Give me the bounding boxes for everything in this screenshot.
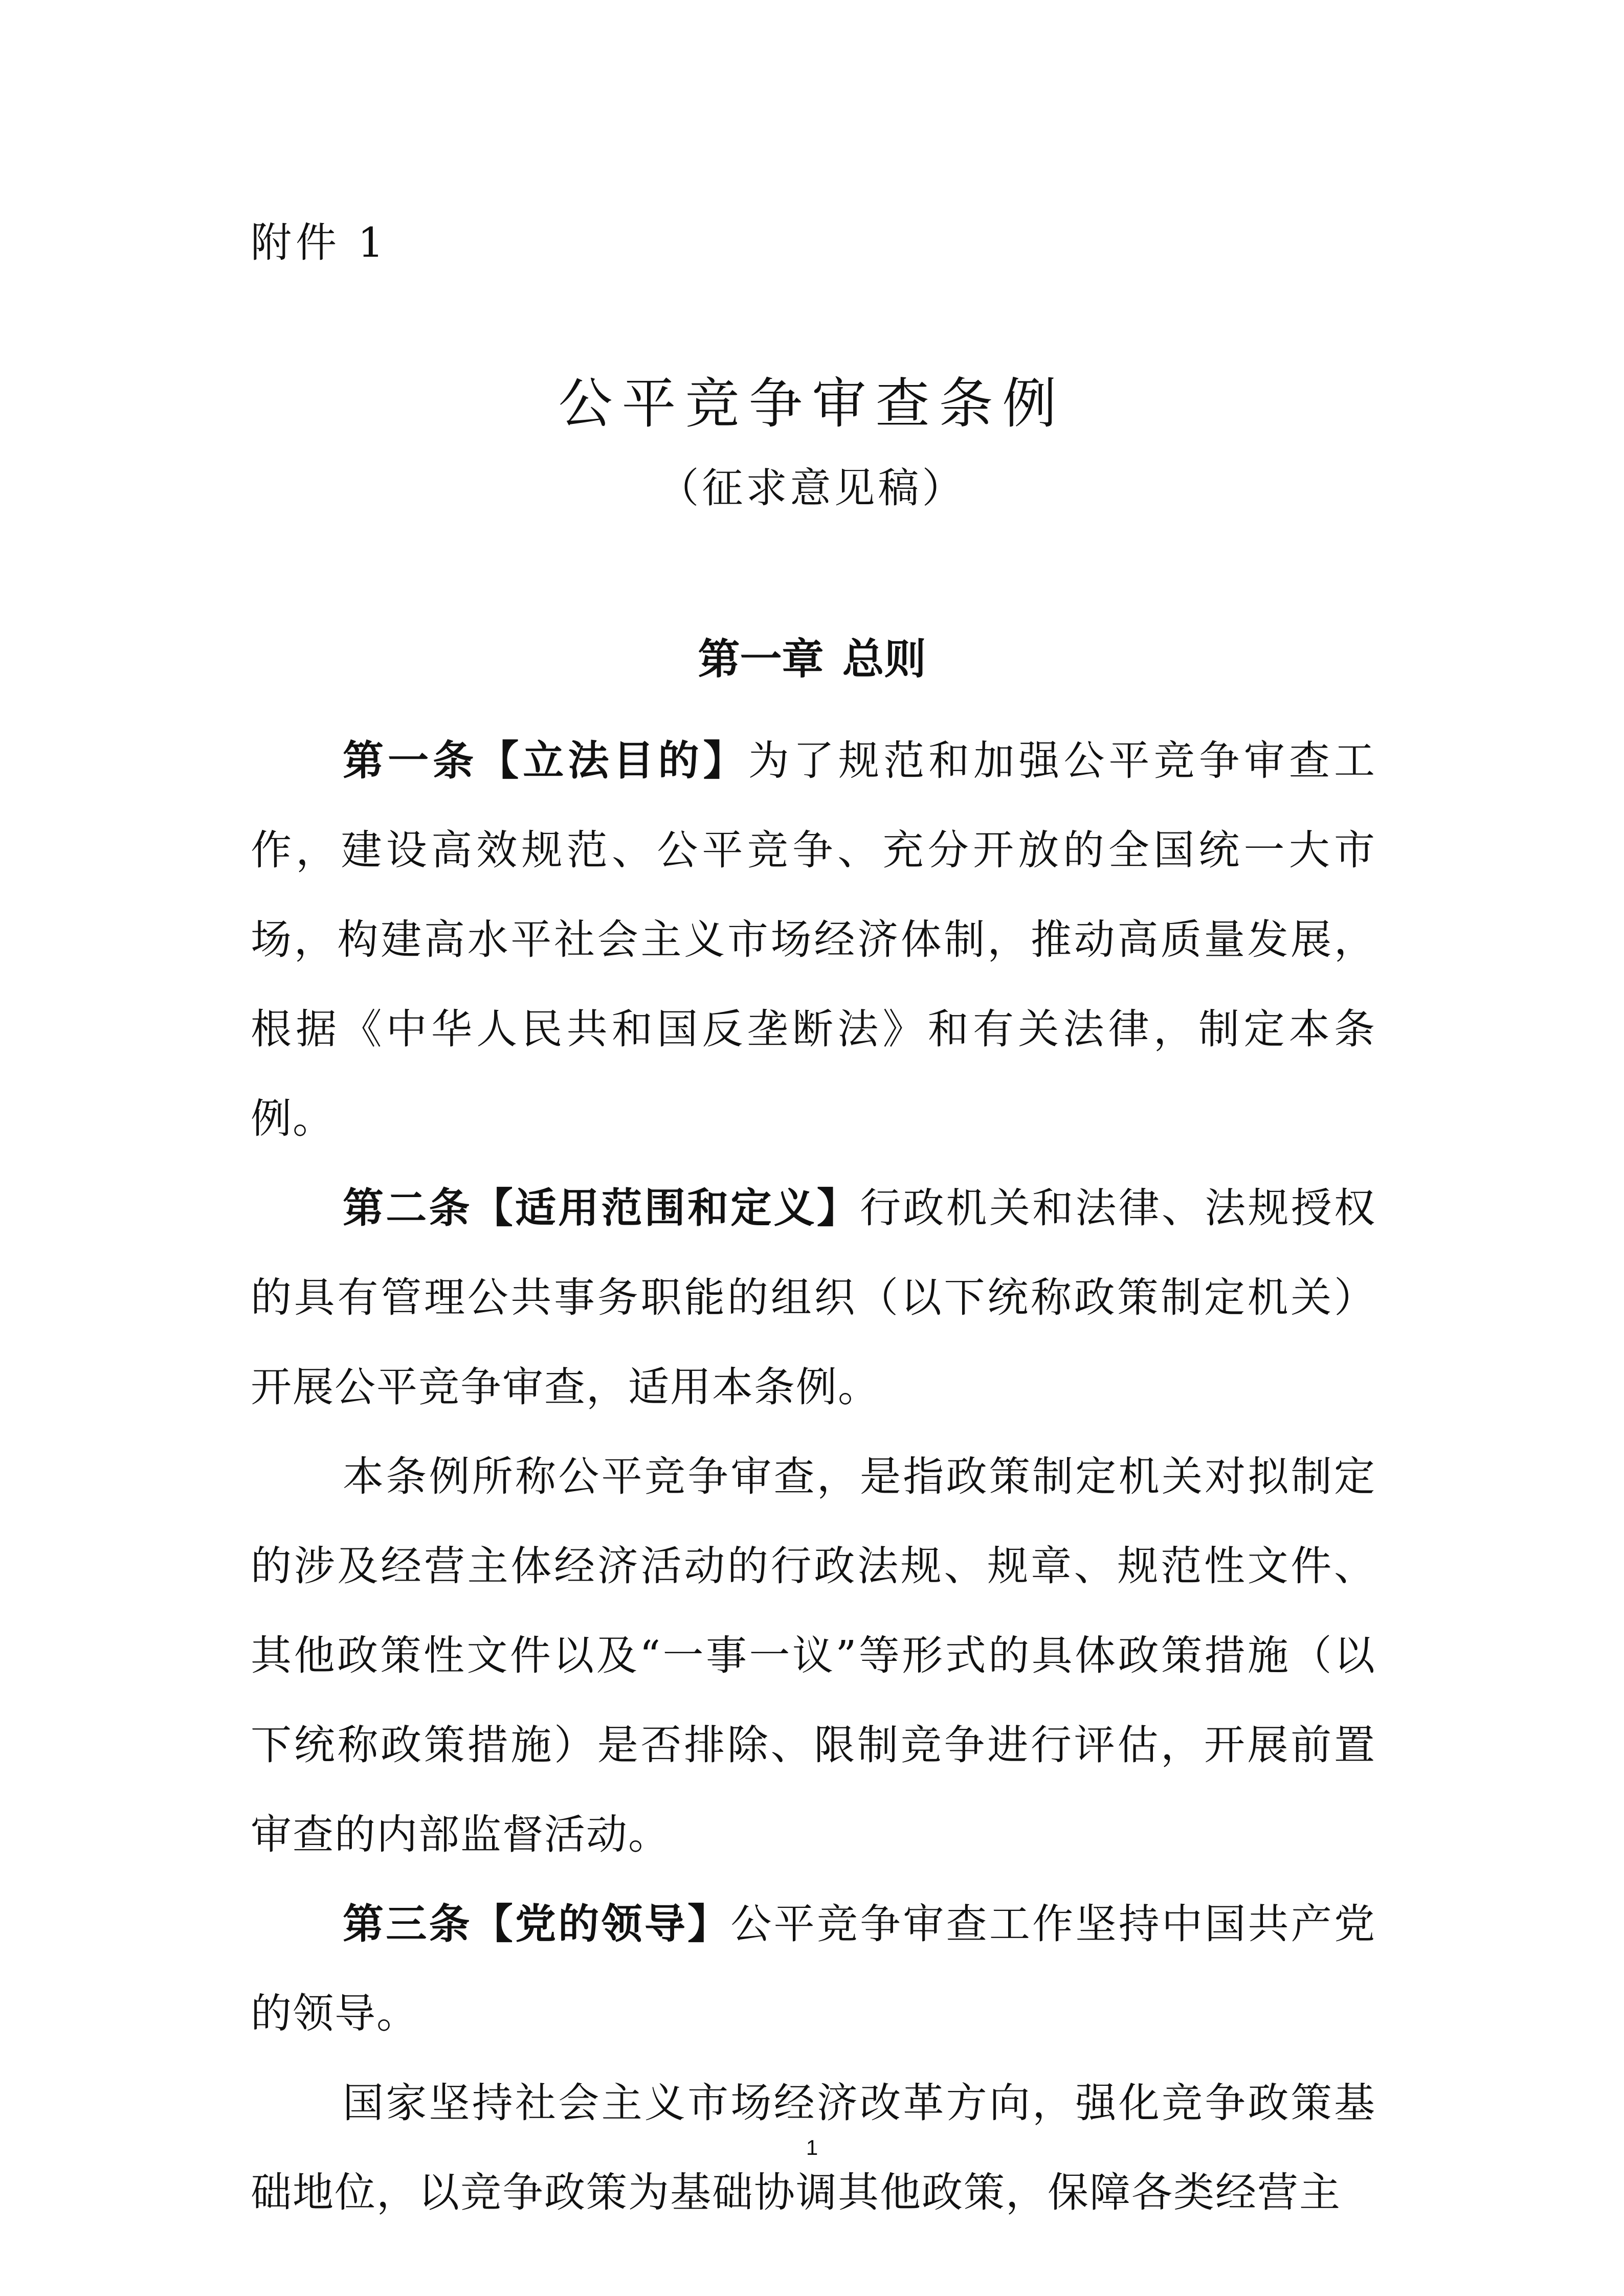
document-subtitle: （征求意见稿）	[658, 464, 966, 512]
paragraph-text: 国家坚持社会主义市场经济改革方向，强化竞争政策基础地位，以竞争政策为基础协调其他政策，保障各类经营主	[251, 2079, 1376, 2216]
article-heading: 第一条【立法目的】	[343, 737, 748, 784]
document-body	[251, 716, 1376, 2237]
article-paragraph	[251, 1163, 1376, 1432]
article-heading: 第三条【党的领导】	[343, 1900, 731, 1948]
paragraph-text: 本条例所称公平竞争审查，是指政策制定机关对拟制定的涉及经营主体经济活动的行政法规、规章、规范性文件、其他政策性文件以及“一事一议”等形式的具体政策措施（以下统称政策措施）是否排除、限制竞争进行评估，开展前置审查的内部监督活动。	[251, 1453, 1376, 1858]
document-title: 公平竞争审查条例	[558, 372, 1066, 435]
paragraph-text: 行政机关和法律、法规授权的具有管理公共事务职能的组织（以下统称政策制定机关）开展公平竞争审查，适用本条例。	[251, 1184, 1376, 1411]
chapter-name: 总则	[842, 635, 926, 684]
chapter-number: 第一章	[698, 635, 824, 684]
article-paragraph	[251, 716, 1376, 1163]
article-heading: 第二条【适用范围和定义】	[343, 1184, 860, 1232]
attachment-label: 附件 1	[251, 219, 388, 266]
paragraph-text: 公平竞争审查工作坚持中国共产党的领导。	[251, 1900, 1376, 2037]
page-number: 1	[806, 2135, 818, 2159]
body-paragraph	[251, 1432, 1376, 1879]
article-paragraph	[251, 1879, 1376, 2058]
paragraph-text: 为了规范和加强公平竞争审查工作，建设高效规范、公平竞争、充分开放的全国统一大市场，构建高水平社会主义市场经济体制，推动高质量发展，根据《中华人民共和国反垄断法》和有关法律，制定本条例。	[251, 737, 1376, 1142]
chapter-heading	[0, 629, 1624, 690]
